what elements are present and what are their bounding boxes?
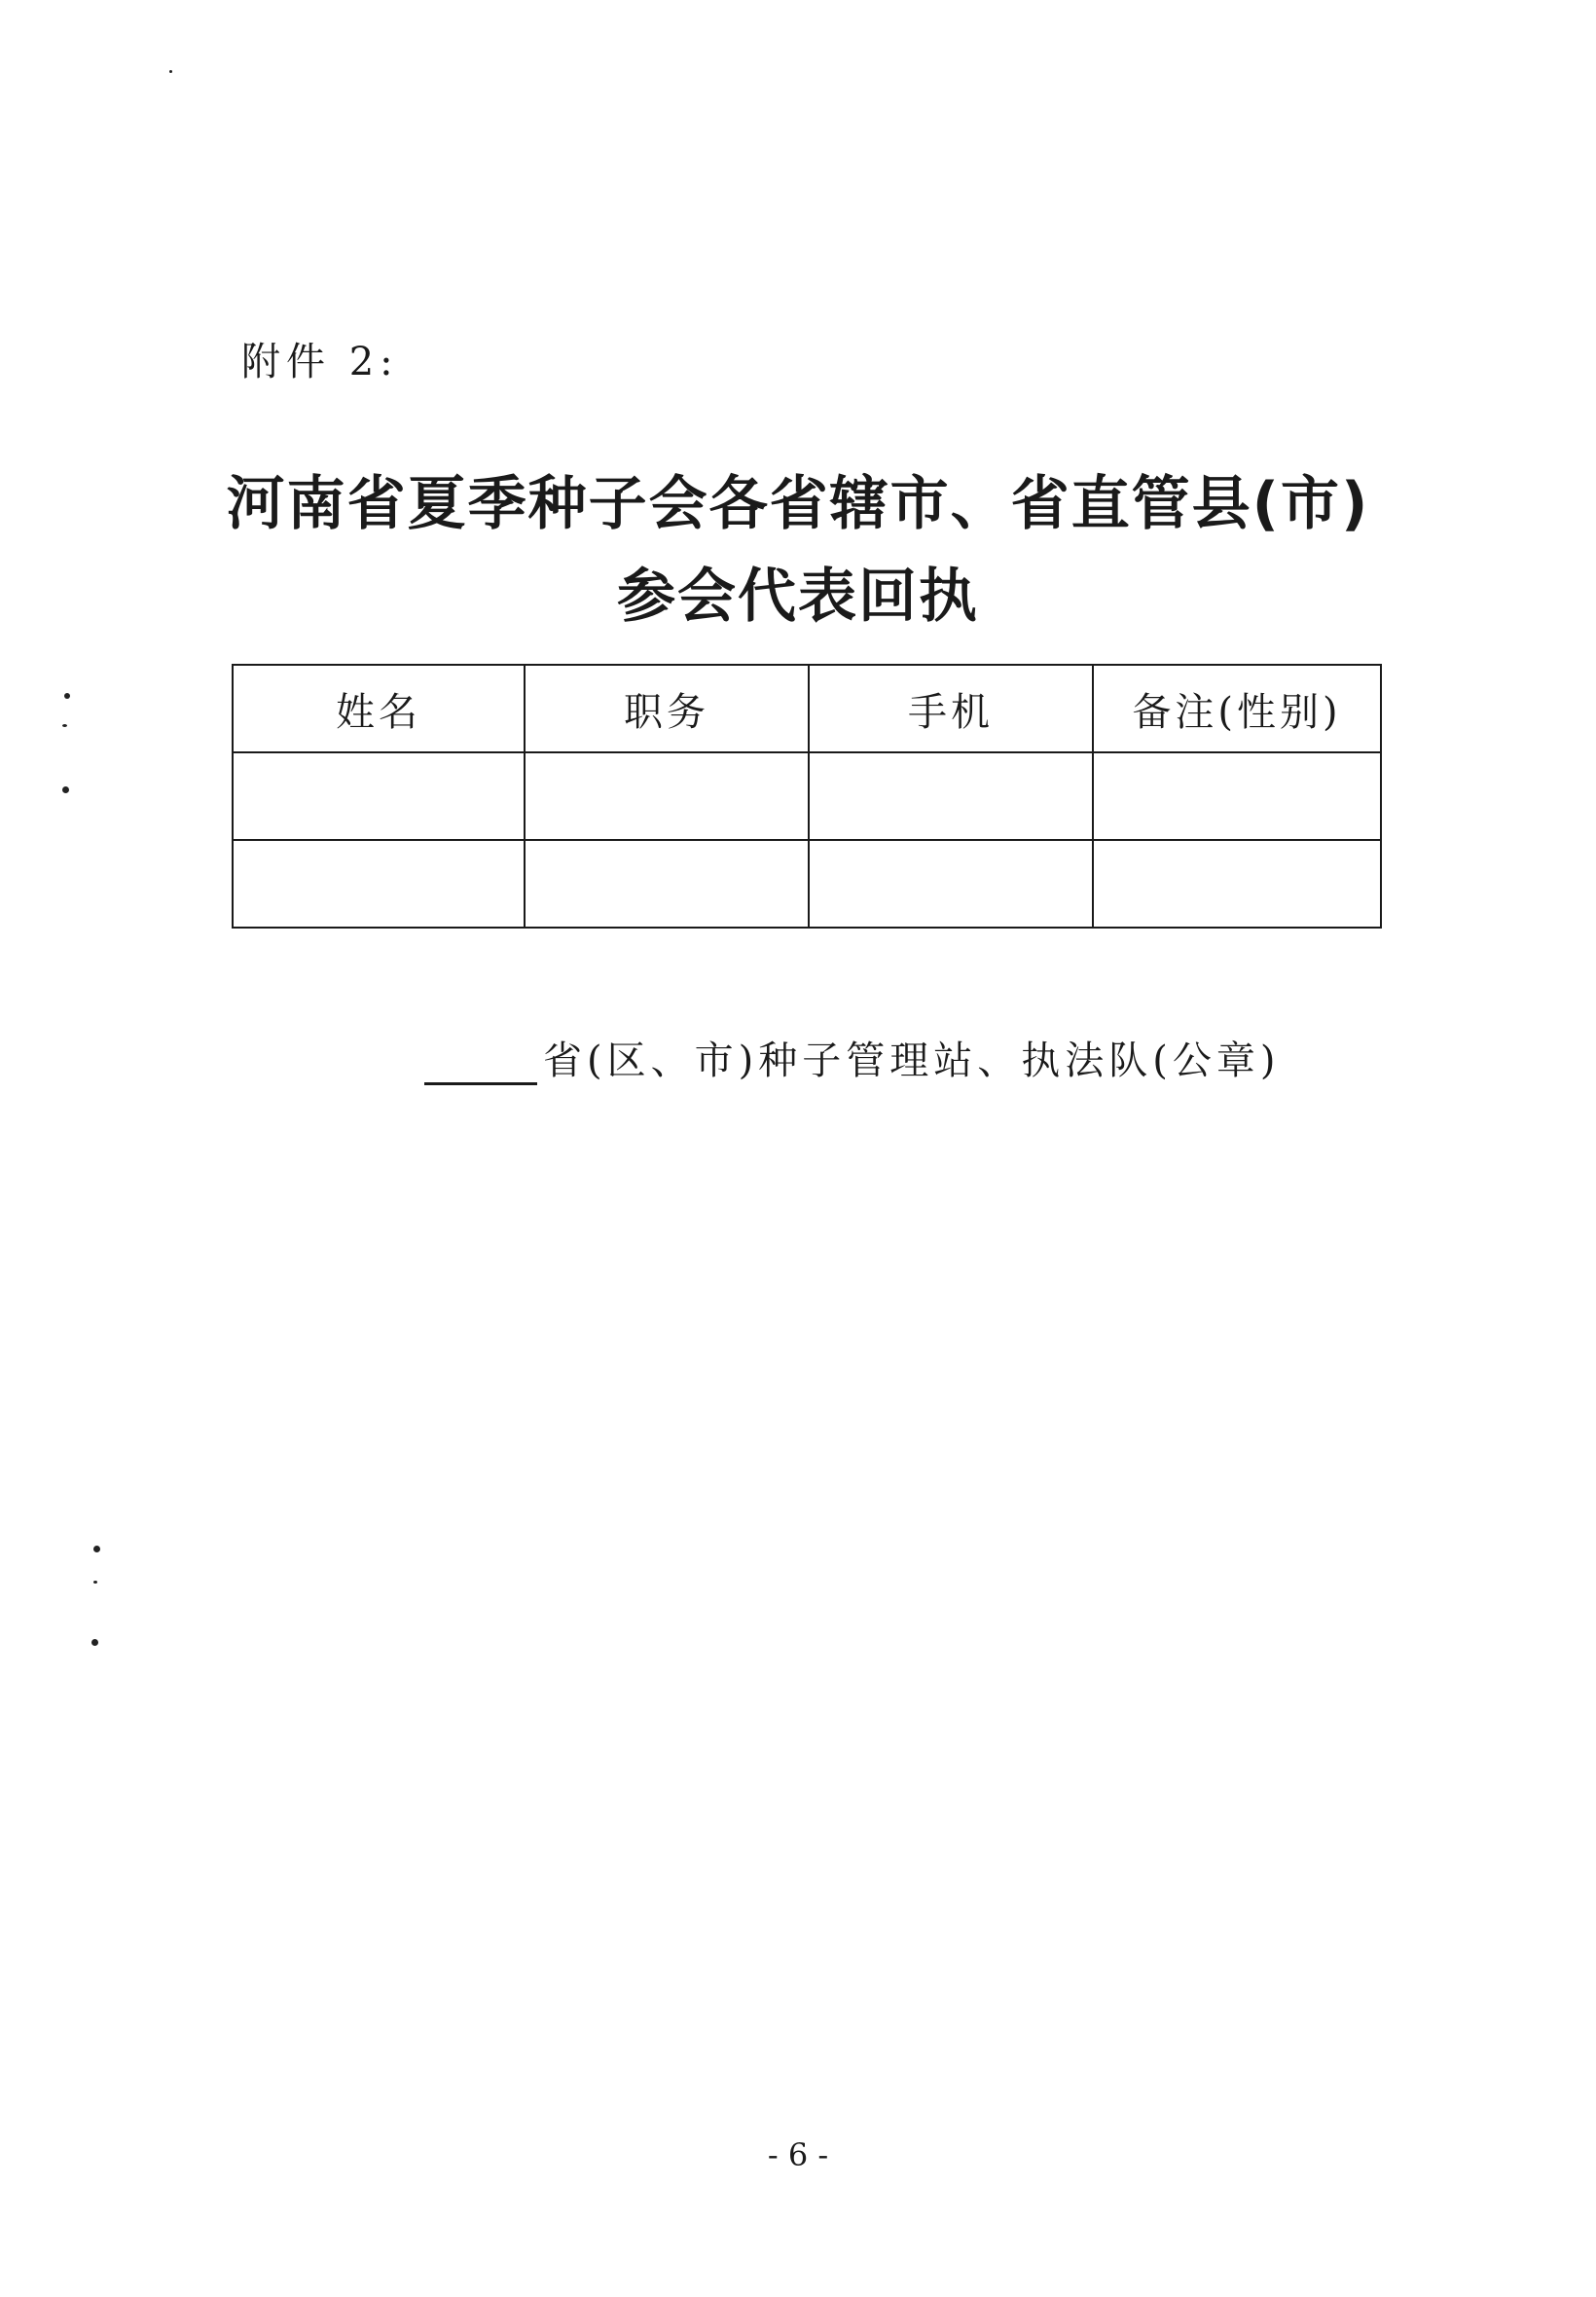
header-remarks: 备注(性别) xyxy=(1093,665,1381,752)
header-phone: 手机 xyxy=(809,665,1093,752)
header-position: 职务 xyxy=(525,665,809,752)
table-cell[interactable] xyxy=(1093,840,1381,928)
scan-speck xyxy=(62,724,67,727)
scan-speck xyxy=(169,70,172,73)
document-title-line2: 参会代表回执 xyxy=(617,563,979,631)
document-title-line1: 河南省夏季种子会各省辖市、省直管县(市) xyxy=(226,470,1370,538)
header-name: 姓名 xyxy=(233,665,525,752)
table-cell[interactable] xyxy=(233,840,525,928)
table-header-row xyxy=(233,665,1381,752)
province-blank-field[interactable] xyxy=(424,1043,537,1085)
table-cell[interactable] xyxy=(525,752,809,840)
scan-speck xyxy=(93,1581,97,1584)
table-cell[interactable] xyxy=(809,752,1093,840)
table-cell[interactable] xyxy=(809,840,1093,928)
table-cell[interactable] xyxy=(1093,752,1381,840)
page-number: - 6 - xyxy=(767,2136,829,2173)
table-row xyxy=(233,752,1381,840)
table-row xyxy=(233,840,1381,928)
representative-table xyxy=(232,664,1382,929)
scan-speck xyxy=(64,693,70,699)
table-cell[interactable] xyxy=(233,752,525,840)
scan-speck xyxy=(91,1639,98,1646)
stamp-line xyxy=(424,1030,1280,1085)
scan-speck xyxy=(93,1546,100,1552)
attachment-label: 附件 2: xyxy=(241,340,399,384)
stamp-line-text: 省(区、市)种子管理站、执法队(公章) xyxy=(543,1039,1281,1083)
table-cell[interactable] xyxy=(525,840,809,928)
scan-speck xyxy=(62,786,69,793)
